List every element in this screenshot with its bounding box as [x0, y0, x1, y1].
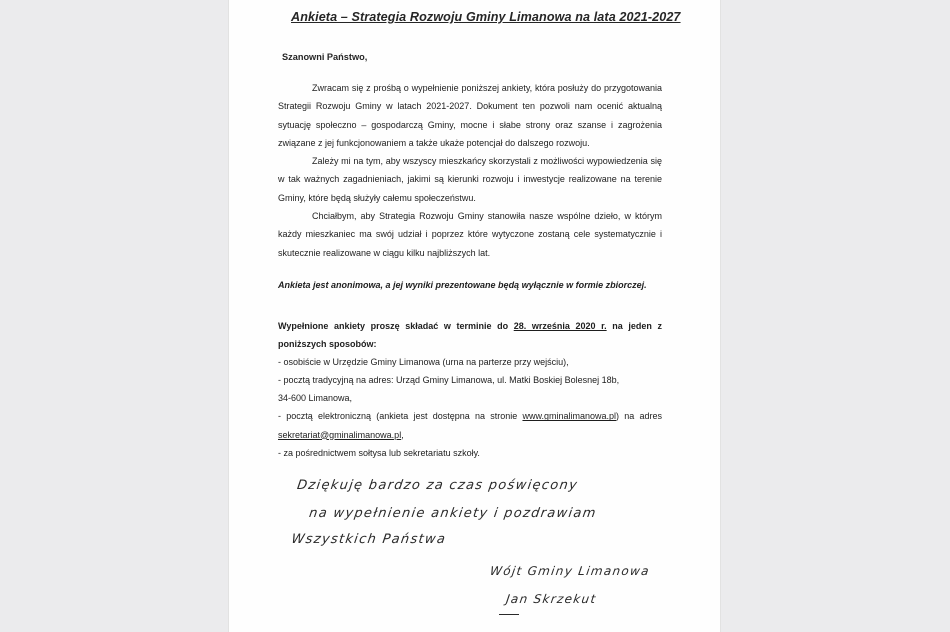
signatory-role: Wójt Gminy Limanowa — [489, 564, 651, 578]
signature-stroke — [499, 614, 519, 615]
website-link[interactable]: www.gminalimanowa.pl — [522, 411, 616, 422]
method-post-city: 34-600 Limanowa, — [278, 393, 353, 404]
submission-lead: Wypełnione ankiety proszę składać w terminie do 28. września 2020 r. na jeden z — [278, 321, 663, 331]
method-email: - pocztą elektroniczną (ankieta jest dostępna na stronie www.gminalimanowa.pl) na adres — [278, 411, 662, 422]
email-link[interactable]: sekretariat@gminalimanowa.pl — [278, 429, 402, 440]
method-soltys: - za pośrednictwem sołtysa lub sekretariatu szkoły. — [278, 447, 480, 458]
document-page — [228, 0, 721, 632]
handwritten-line-3: Wszystkich Państwa — [290, 532, 448, 547]
method-in-person: - osobiście w Urzędzie Gminy Limanowa (urna na parterze przy wejściu), — [278, 357, 569, 368]
submission-instructions — [278, 317, 662, 462]
method-email-address: sekretariat@gminalimanowa.pl, — [278, 429, 404, 440]
anonymity-note: Ankieta jest anonimowa, a jej wyniki prezentowane będą wyłącznie w formie zbiorczej. — [278, 280, 647, 290]
handwritten-line-2: na wypełnienie ankiety i pozdrawiam — [308, 506, 598, 521]
paragraph-participation: Zależy mi na tym, aby wszyscy mieszkańcy skorzystali z możliwości wypowiedzenia się w tak ważnych zagadnieniach, jakimi są kierunki rozwoju i inwestycje realizowane na terenie Gminy, które będą służyły całemu społeczeństwu. — [278, 156, 662, 203]
document-title: Ankieta – Strategia Rozwoju Gminy Limanowa na lata 2021-2027 — [291, 10, 681, 24]
handwritten-line-1: Dziękuję bardzo za czas poświęcony — [296, 478, 580, 493]
paragraph-purpose: Zwracam się z prośbą o wypełnienie poniższej ankiety, która posłuży do przygotowania Strategii Rozwoju Gminy w latach 2021-2027. Dokument ten pozwoli nam ocenić aktualną sytuację społeczno – gospodarczą Gminy, mocne i słabe strony oraz szanse i zagrożenia związane z jej funkcjonowaniem a także ukaże potencjał do dalszego rozwoju. — [278, 83, 662, 148]
submission-lead-line2: poniższych sposobów: — [278, 339, 377, 350]
method-post: - pocztą tradycyjną na adres: Urząd Gminy Limanowa, ul. Matki Boskiej Bolesnej 18b, — [278, 375, 620, 386]
deadline-date: 28. września 2020 r. — [513, 321, 607, 331]
greeting: Szanowni Państwo, — [282, 52, 368, 62]
signature: Jan Skrzekut — [505, 592, 598, 606]
paragraph-shared-work: Chciałbym, aby Strategia Rozwoju Gminy stanowiła nasze wspólne dzieło, w którym każdy mieszkaniec ma swój udział i poprzez które wytyczone zostaną cele systematycznie i skutecznie realizowane w ciągu kilku najbliższych lat. — [278, 211, 662, 258]
letter-body — [278, 79, 662, 262]
